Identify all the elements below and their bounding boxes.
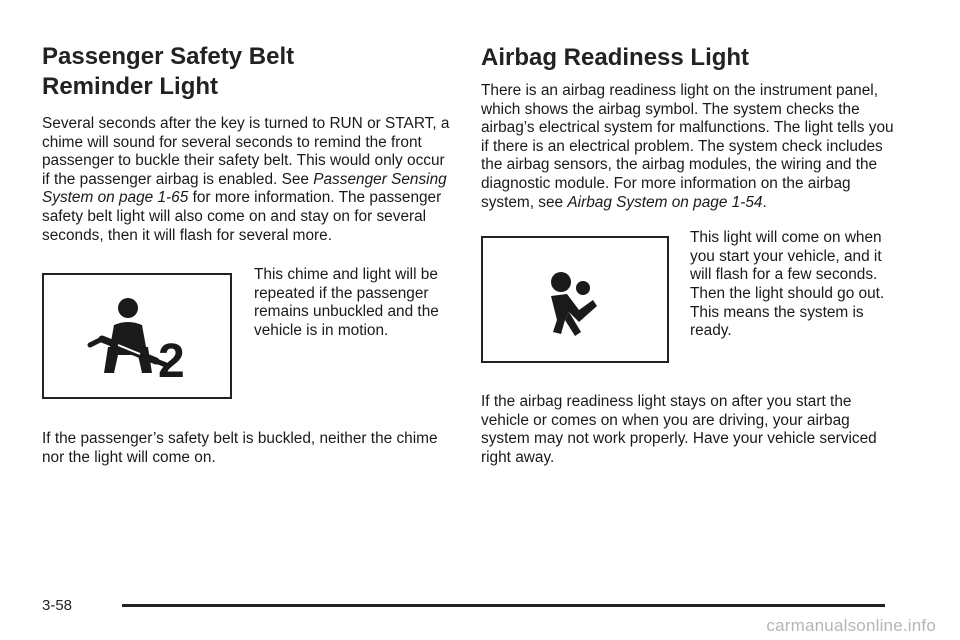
safety-belt-icon-box xyxy=(42,273,232,399)
watermark: carmanualsonline.info xyxy=(766,616,936,635)
seat-position-number: 2 xyxy=(158,335,185,389)
safety-belt-intro xyxy=(42,115,454,245)
right-column xyxy=(481,42,901,468)
airbag-icon-box xyxy=(481,236,669,363)
section-title-airbag: Airbag Readiness Light xyxy=(481,44,750,71)
intro-text: Several seconds after the key is turned to RUN or START, a chime will sound for several seconds to remind the front passenger to buckle their safety belt. This would only occur if the passenger airbag is enabled. See xyxy=(42,115,450,188)
page-number: 3-58 xyxy=(42,597,73,614)
airbag-intro xyxy=(481,82,901,212)
airbag-intro-end: . xyxy=(762,193,767,211)
airbag-readiness-icon xyxy=(483,238,667,361)
airbag-figure-row xyxy=(481,231,901,393)
airbag-intro-text: There is an airbag readiness light on the instrument panel, which shows the airbag symbol. The system checks the airbag’s electrical system for malfunctions. The light tells you if there is an electrical problem. The system check includes the airbag sensors, the airbag modules, the wiring and the diagnostic module. For more information on the airbag system, see xyxy=(481,82,894,211)
title-line-2: Reminder Light xyxy=(42,73,219,100)
safety-belt-figure-row xyxy=(42,268,454,430)
title-line-1: Passenger Safety Belt xyxy=(42,43,295,70)
safety-belt-buckled-note: If the passenger’s safety belt is buckled, neither the chime nor the light will come on. xyxy=(42,430,438,466)
passenger-sensing-reference: Passenger Sensing System on page 1-65 xyxy=(42,170,447,207)
left-column xyxy=(42,42,454,467)
section-title-safety-belt xyxy=(42,42,454,102)
airbag-warning-note: If the airbag readiness light stays on after you start the vehicle or comes on when you are driving, your airbag system may not work properly. Have your vehicle serviced right away. xyxy=(481,393,877,466)
airbag-system-reference: Airbag System on page 1-54 xyxy=(567,193,763,211)
seatbelt-reminder-icon xyxy=(44,275,230,397)
airbag-side-text: This light will come on when you start your vehicle, and it will flash for a few seconds. Then the light should go out. This means the system is ready. xyxy=(690,229,885,340)
intro-text-cont: for more information. The passenger safety belt light will also come on and stay on for several seconds, then it will flash for several more. xyxy=(42,189,442,244)
safety-belt-side-text: This chime and light will be repeated if the passenger remains unbuckled and the vehicle is in motion. xyxy=(254,266,439,339)
footer-rule xyxy=(122,604,885,607)
